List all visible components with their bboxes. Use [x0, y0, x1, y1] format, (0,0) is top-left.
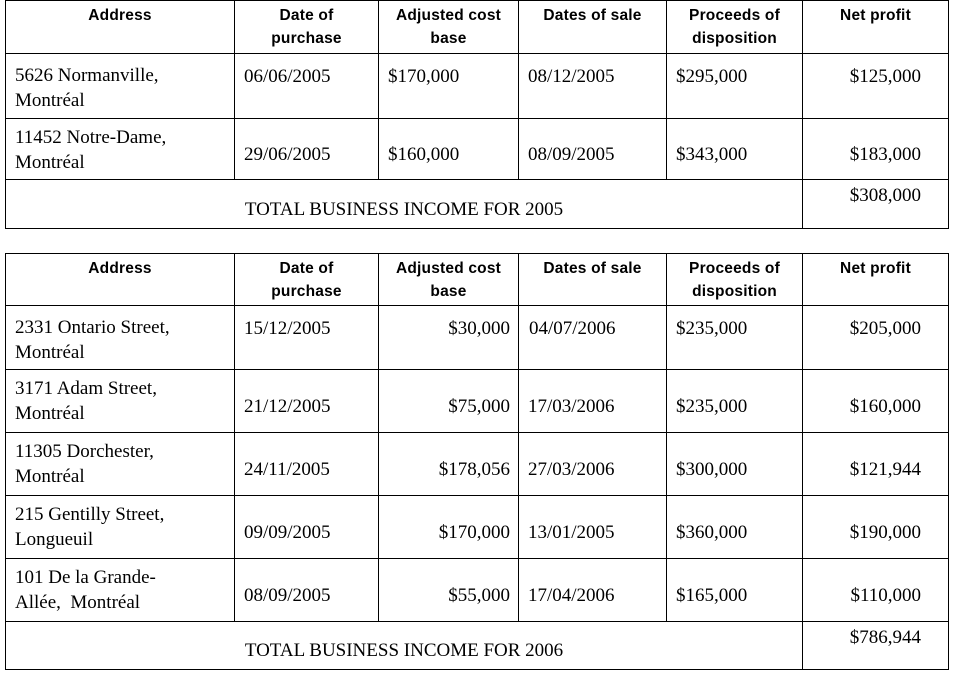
date-of-sale-cell: 04/07/2006: [519, 306, 667, 370]
header-address: Address: [6, 254, 235, 306]
business-income-table-2006: [5, 253, 949, 670]
proceeds-cell: $343,000: [667, 119, 803, 180]
address-cell: 5626 Normanville, Montréal: [6, 54, 235, 119]
header-proceeds-of-disposition: Proceeds of disposition: [667, 1, 803, 54]
total-label: TOTAL BUSINESS INCOME FOR 2006: [6, 622, 803, 670]
adjusted-cost-base-cell: $170,000: [379, 496, 519, 559]
net-profit-cell: $160,000: [803, 370, 949, 433]
date-of-sale-cell: 13/01/2005: [519, 496, 667, 559]
address-cell: 101 De la Grande- Allée, Montréal: [6, 559, 235, 622]
net-profit-cell: $121,944: [803, 433, 949, 496]
table-row: [6, 119, 949, 180]
header-net-profit: Net profit: [803, 254, 949, 306]
date-of-purchase-cell: 15/12/2005: [235, 306, 379, 370]
net-profit-cell: $190,000: [803, 496, 949, 559]
address-cell: 3171 Adam Street, Montréal: [6, 370, 235, 433]
adjusted-cost-base-cell: $55,000: [379, 559, 519, 622]
header-row: [6, 254, 949, 306]
date-of-purchase-cell: 24/11/2005: [235, 433, 379, 496]
header-adjusted-cost-base: Adjusted cost base: [379, 254, 519, 306]
table-row: [6, 496, 949, 559]
header-proceeds-of-disposition: Proceeds of disposition: [667, 254, 803, 306]
proceeds-cell: $235,000: [667, 370, 803, 433]
table-row: [6, 559, 949, 622]
adjusted-cost-base-cell: $75,000: [379, 370, 519, 433]
net-profit-cell: $125,000: [803, 54, 949, 119]
header-row: [6, 1, 949, 54]
adjusted-cost-base-cell: $30,000: [379, 306, 519, 370]
header-date-of-purchase: Date of purchase: [235, 1, 379, 54]
proceeds-cell: $295,000: [667, 54, 803, 119]
date-of-purchase-cell: 09/09/2005: [235, 496, 379, 559]
header-dates-of-sale: Dates of sale: [519, 254, 667, 306]
total-row: [6, 180, 949, 229]
date-of-sale-cell: 08/09/2005: [519, 119, 667, 180]
business-income-table-2005: [5, 0, 949, 229]
date-of-purchase-cell: 29/06/2005: [235, 119, 379, 180]
net-profit-cell: $110,000: [803, 559, 949, 622]
table-row: [6, 54, 949, 119]
date-of-purchase-cell: 21/12/2005: [235, 370, 379, 433]
proceeds-cell: $300,000: [667, 433, 803, 496]
net-profit-cell: $205,000: [803, 306, 949, 370]
proceeds-cell: $360,000: [667, 496, 803, 559]
date-of-sale-cell: 27/03/2006: [519, 433, 667, 496]
total-value: $786,944: [803, 622, 949, 670]
header-dates-of-sale: Dates of sale: [519, 1, 667, 54]
net-profit-cell: $183,000: [803, 119, 949, 180]
total-value: $308,000: [803, 180, 949, 229]
adjusted-cost-base-cell: $160,000: [379, 119, 519, 180]
address-cell: 215 Gentilly Street, Longueuil: [6, 496, 235, 559]
table-row: [6, 433, 949, 496]
date-of-sale-cell: 17/03/2006: [519, 370, 667, 433]
date-of-purchase-cell: 06/06/2005: [235, 54, 379, 119]
address-cell: 11452 Notre-Dame, Montréal: [6, 119, 235, 180]
total-label: TOTAL BUSINESS INCOME FOR 2005: [6, 180, 803, 229]
header-address: Address: [6, 1, 235, 54]
proceeds-cell: $235,000: [667, 306, 803, 370]
header-adjusted-cost-base: Adjusted cost base: [379, 1, 519, 54]
proceeds-cell: $165,000: [667, 559, 803, 622]
table-row: [6, 370, 949, 433]
date-of-sale-cell: 17/04/2006: [519, 559, 667, 622]
address-cell: 2331 Ontario Street, Montréal: [6, 306, 235, 370]
adjusted-cost-base-cell: $178,056: [379, 433, 519, 496]
header-date-of-purchase: Date of purchase: [235, 254, 379, 306]
table-row: [6, 306, 949, 370]
adjusted-cost-base-cell: $170,000: [379, 54, 519, 119]
header-net-profit: Net profit: [803, 1, 949, 54]
date-of-sale-cell: 08/12/2005: [519, 54, 667, 119]
date-of-purchase-cell: 08/09/2005: [235, 559, 379, 622]
address-cell: 11305 Dorchester, Montréal: [6, 433, 235, 496]
total-row: [6, 622, 949, 670]
